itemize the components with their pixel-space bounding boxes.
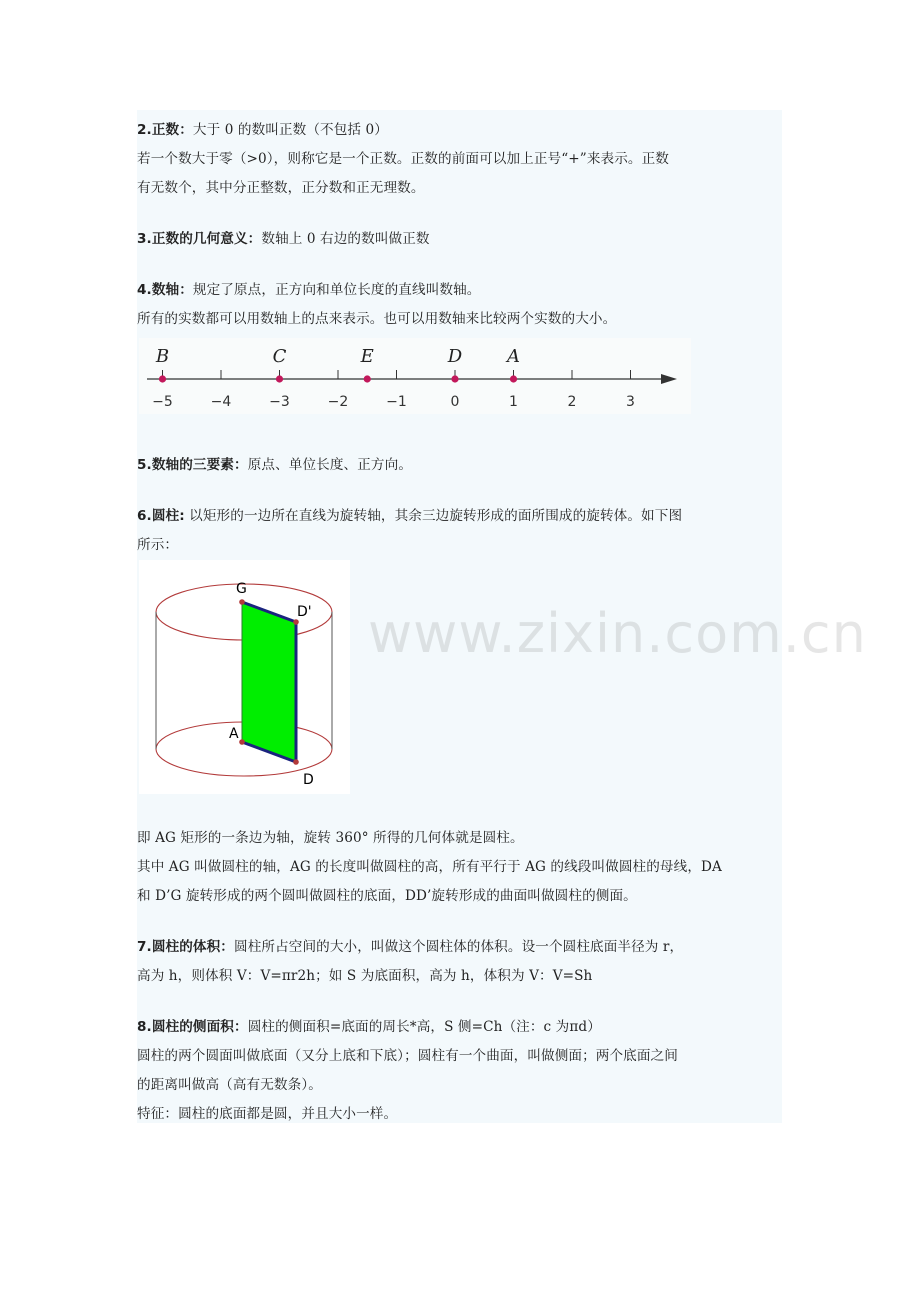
section-7-heading — [137, 939, 787, 955]
point-marker — [364, 375, 371, 382]
section-6-heading — [137, 508, 787, 524]
section-6-definition: 以矩形的一边所在直线为旋转轴，其余三边旋转形成的面所围成的旋转体。如下图 — [184, 508, 683, 524]
tick-label: 2 — [567, 394, 577, 410]
tick-label: −4 — [210, 394, 232, 410]
section-4-line-1: 所有的实数都可以用数轴上的点来表示。也可以用数轴来比较两个实数的大小。 — [137, 311, 617, 327]
section-6-line-2: 所示： — [137, 537, 179, 553]
tick-label: −5 — [152, 394, 173, 410]
point-label: D — [447, 346, 463, 367]
point-marker — [159, 375, 166, 382]
section-6-title: 6.圆柱: — [137, 508, 185, 524]
section-6b-line-1: 即 AG 矩形的一条边为轴，旋转 360° 所得的几何体就是圆柱。 — [137, 830, 524, 846]
vertex-dot — [239, 739, 245, 745]
section-8-line-2: 圆柱的两个圆面叫做底面（又分上底和下底）；圆柱有一个曲面，叫做侧面；两个底面之间 — [137, 1048, 678, 1064]
section-8-heading — [137, 1019, 787, 1035]
section-7-title: 7.圆柱的体积： — [137, 939, 234, 955]
section-2-heading — [137, 122, 787, 138]
label-a: A — [229, 726, 239, 742]
section-7-line-2: 高为 h，则体积 V：V=πr2h；如 S 为底面积，高为 h，体积为 V：V=Sh — [137, 968, 593, 984]
label-d: D — [303, 772, 314, 788]
section-8-line-3: 的距离叫做高（高有无数条）。 — [137, 1077, 322, 1093]
section-2-definition: 大于 0 的数叫正数（不包括 0） — [192, 122, 388, 138]
number-line-svg — [139, 338, 691, 414]
cylinder-svg — [139, 560, 350, 794]
section-6b-line-2: 其中 AG 叫做圆柱的轴，AG 的长度叫做圆柱的高，所有平行于 AG 的线段叫做圆柱的母线，DA — [137, 859, 722, 875]
section-2-line-2: 有无数个，其中分正整数，正分数和正无理数。 — [137, 180, 425, 196]
label-g: G — [236, 581, 247, 597]
tick-label: −2 — [327, 394, 349, 410]
section-4-title: 4.数轴： — [137, 282, 193, 298]
point-label: A — [507, 346, 520, 367]
number-line-figure — [139, 338, 691, 414]
point-marker — [276, 375, 283, 382]
tick-label: 0 — [450, 394, 460, 410]
section-2-title: 2.正数： — [137, 122, 193, 138]
section-2-line-1: 若一个数大于零（>0），则称它是一个正数。正数的前面可以加上正号“+”来表示。正数 — [137, 151, 669, 167]
axis-arrow-icon — [661, 374, 677, 384]
vertex-dot — [293, 619, 299, 625]
cylinder-figure — [139, 560, 350, 794]
section-8-definition: 圆柱的侧面积=底面的周长*高，S 侧=Ch（注：c 为πd） — [247, 1019, 601, 1035]
watermark: www.zixin.com.cn — [368, 602, 867, 665]
section-4-definition: 规定了原点，正方向和单位长度的直线叫数轴。 — [192, 282, 481, 298]
tick-label: 3 — [626, 394, 635, 410]
point-label: C — [272, 346, 287, 367]
section-8-line-4: 特征：圆柱的底面都是圆，并且大小一样。 — [137, 1106, 398, 1122]
vertex-dot — [293, 759, 299, 765]
section-3-heading — [137, 231, 787, 247]
point-marker — [510, 375, 517, 382]
tick-label: −1 — [386, 394, 407, 410]
tick-label: −3 — [269, 394, 290, 410]
tick-label: 1 — [509, 394, 518, 410]
vertex-dot — [239, 599, 245, 605]
section-5-definition: 原点、单位长度、正方向。 — [247, 457, 413, 473]
section-5-heading — [137, 457, 787, 473]
rotating-rectangle — [242, 602, 296, 762]
point-marker — [451, 375, 458, 382]
section-3-definition: 数轴上 0 右边的数叫做正数 — [261, 231, 430, 247]
point-label: E — [360, 346, 374, 367]
point-label: B — [155, 346, 170, 367]
section-3-title: 3.正数的几何意义： — [137, 231, 262, 247]
section-8-title: 8.圆柱的侧面积： — [137, 1019, 248, 1035]
label-d-prime: D' — [297, 604, 312, 620]
section-4-heading — [137, 282, 787, 298]
section-7-definition: 圆柱所占空间的大小，叫做这个圆柱体的体积。设一个圆柱底面半径为 r， — [234, 939, 684, 955]
section-6b-line-3: 和 D’G 旋转形成的两个圆叫做圆柱的底面，DD’旋转形成的曲面叫做圆柱的侧面。 — [137, 888, 637, 904]
section-5-title: 5.数轴的三要素： — [137, 457, 248, 473]
